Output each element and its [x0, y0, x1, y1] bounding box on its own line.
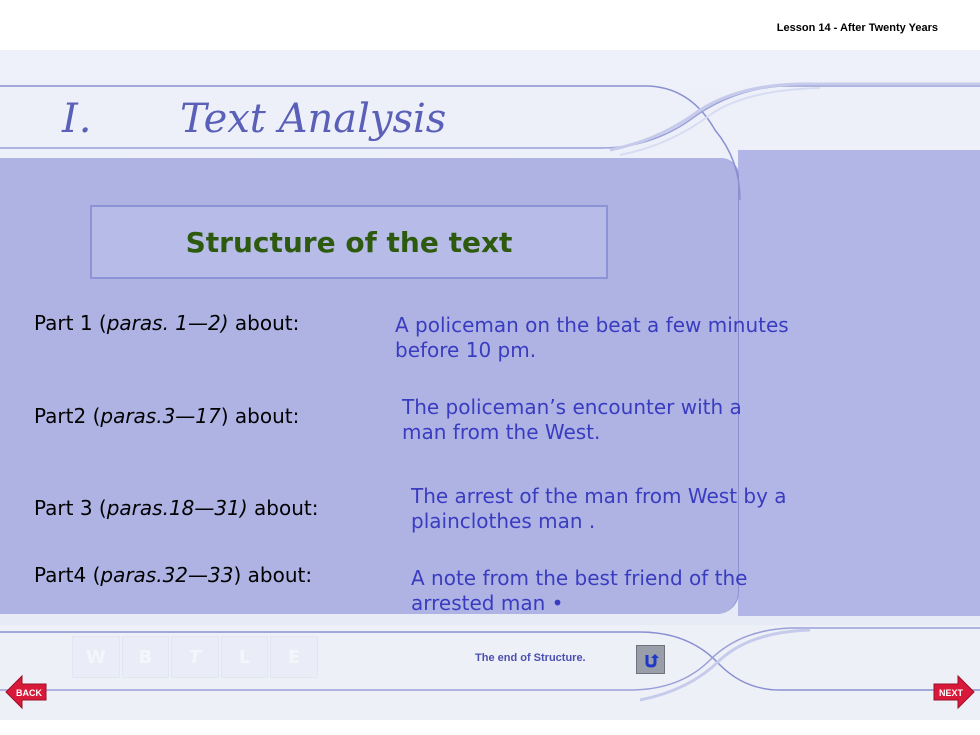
nav-w-button[interactable]: W [72, 636, 120, 678]
end-of-structure-text: The end of Structure. [475, 652, 586, 664]
part-label-1: Part 1 (paras. 1—2) about: [34, 311, 300, 335]
part-label-3: Part 3 (paras.18—31) about: [34, 496, 319, 520]
lesson-title: Lesson 14 - After Twenty Years [776, 22, 938, 34]
back-label: BACK [16, 688, 42, 698]
part-label-4: Part4 (paras.32—33) about: [34, 563, 313, 587]
next-button[interactable] [932, 672, 976, 712]
section-title: Text Analysis [180, 96, 447, 142]
nav-l-button[interactable]: L [221, 636, 269, 678]
part-desc-1: A policeman on the beat a few minutes before 10 pm. [395, 313, 789, 362]
nav-b-button[interactable]: B [122, 636, 170, 678]
return-arrow-icon [642, 651, 660, 669]
wbtle-nav [72, 636, 320, 678]
next-label: NEXT [938, 688, 964, 698]
section-number: I. [62, 96, 93, 142]
nav-t-button[interactable]: T [171, 636, 219, 678]
part-desc-4: A note from the best friend of the arrested man • [411, 566, 748, 615]
part-desc-3: The arrest of the man from West by a plainclothes man . [411, 484, 787, 533]
structure-heading: Structure of the text [185, 225, 513, 259]
part-label-2: Part2 (paras.3—17) about: [34, 404, 300, 428]
nav-e-button[interactable]: E [270, 636, 318, 678]
back-button[interactable] [4, 672, 48, 712]
part-desc-2: The policeman’s encounter with a man from the West. [402, 395, 742, 444]
structure-heading-box [90, 205, 608, 279]
return-button[interactable] [636, 645, 665, 674]
